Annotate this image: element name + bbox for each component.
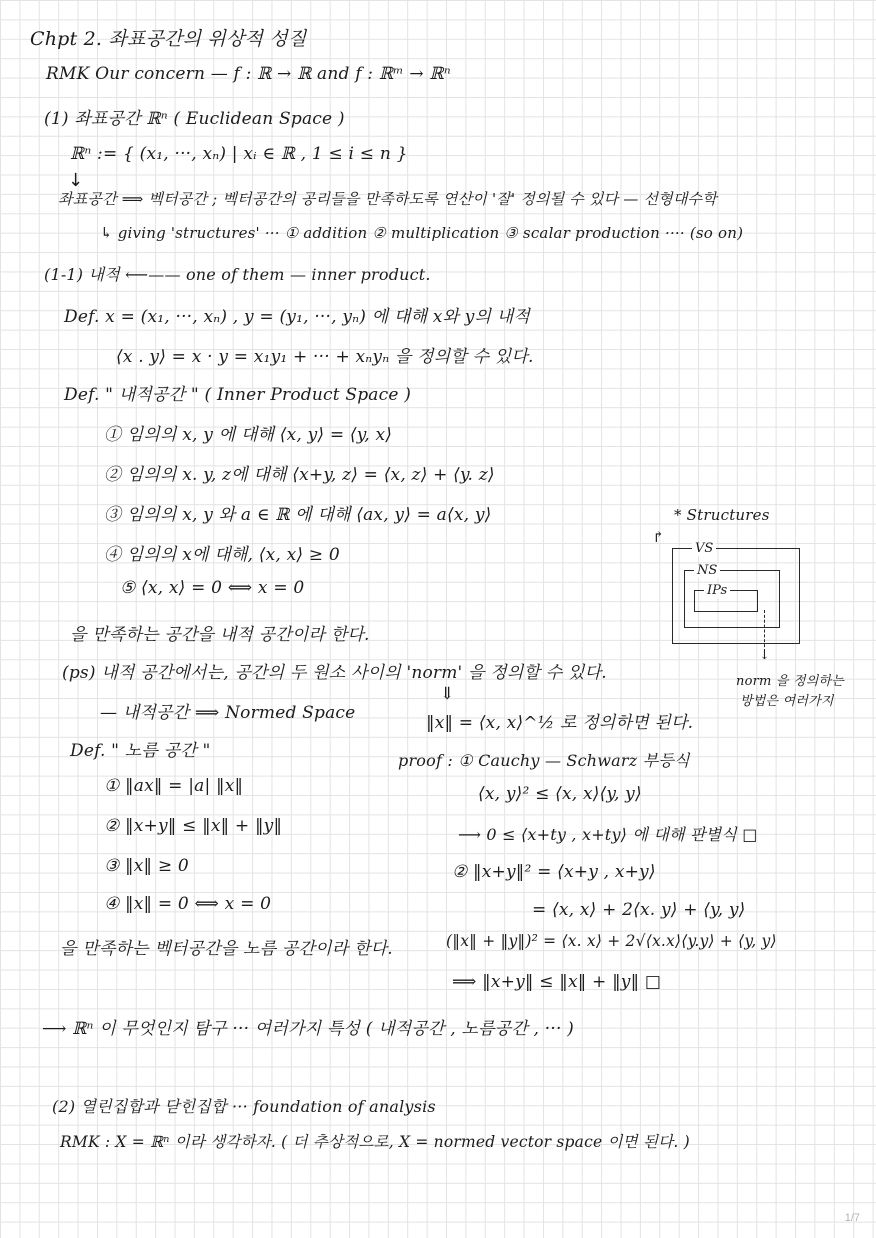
coordinate-to-vector-space: 좌표공간 ⟹ 벡터공간 ; 벡터공간의 공리들을 만족하도록 연산이 '잘' 정의될 수 있다 — 선형대수학 <box>58 190 717 208</box>
norm-axiom-3: ③ ‖x‖ ≥ 0 <box>104 856 189 876</box>
ip-axiom-2: ② 임의의 x. y, z에 대해 ⟨x+y, z⟩ = ⟨x, z⟩ + ⟨y. z⟩ <box>104 465 495 485</box>
def-inner-product-line2: ⟨x . y⟩ = x · y = x₁y₁ + ··· + xₙyₙ 을 정의할 수 있다. <box>116 347 534 367</box>
page-number: 1/7 <box>844 1212 860 1224</box>
rn-definition: ℝⁿ := { (x₁, ···, xₙ) | xᵢ ∈ ℝ , 1 ≤ i ≤ n } <box>70 144 408 164</box>
ps-down-arrow: ⇓ <box>440 684 455 704</box>
page-title: Chpt 2. 좌표공간의 위상적 성질 <box>30 28 307 50</box>
proof-cauchy-schwarz: proof : ① Cauchy — Schwarz 부등식 <box>398 751 690 770</box>
down-arrow-icon: ↓ <box>68 170 84 191</box>
section-inner-product: (1-1) 내적 ⟵—— one of them — inner product. <box>44 265 431 284</box>
norm-axiom-2: ② ‖x+y‖ ≤ ‖x‖ + ‖y‖ <box>104 816 283 836</box>
proof-triangle-conclusion: ⟹ ‖x+y‖ ≤ ‖x‖ + ‖y‖ □ <box>452 972 662 992</box>
down-arrow-icon: ↓ <box>759 648 771 663</box>
diagram-note-line1: norm 을 정의하는 <box>736 674 844 689</box>
ip-axiom-5: ⑤ ⟨x, x⟩ = 0 ⟺ x = 0 <box>120 578 305 598</box>
proof-cs-inequality: ⟨x, y⟩² ≤ ⟨x, x⟩⟨y, y⟩ <box>478 784 642 804</box>
section-open-closed-sets: (2) 열린집합과 닫힌집합 ··· foundation of analysis <box>52 1097 436 1116</box>
def-normed-space-title: Def. " 노름 공간 " <box>70 741 211 761</box>
norm-axiom-4: ④ ‖x‖ = 0 ⟺ x = 0 <box>104 894 272 914</box>
structures-list: ↳ giving 'structures' ··· ① addition ② multiplication ③ scalar production ···· (so on) <box>100 224 744 242</box>
ip-axiom-4: ④ 임의의 x에 대해, ⟨x, x⟩ ≥ 0 <box>104 545 340 565</box>
rn-summary: ⟶ ℝⁿ 이 무엇인지 탐구 ··· 여러가지 특성 ( 내적공간 , 노름공간 , ··· ) <box>42 1019 574 1039</box>
remark-x-equals-rn: RMK : X = ℝⁿ 이라 생각하자. ( 더 추상적으로, X = normed vector space 이면 된다. ) <box>60 1133 690 1151</box>
diagram-title: * Structures <box>674 506 770 524</box>
norm-definition: ‖x‖ = ⟨x, x⟩^½ 로 정의하면 된다. <box>426 713 694 733</box>
diagram-note-line2: 방법은 여러가지 <box>740 694 834 709</box>
vs-label: VS <box>692 542 716 556</box>
ip-to-normed-space: — 내적공간 ⟹ Normed Space <box>100 703 356 723</box>
proof-triangle-step1: ② ‖x+y‖² = ⟨x+y , x+y⟩ <box>452 862 656 882</box>
ip-axiom-1: ① 임의의 x, y 에 대해 ⟨x, y⟩ = ⟨y, x⟩ <box>104 425 393 445</box>
norm-dashed-line <box>764 610 765 652</box>
hook-arrow-icon: ↱ <box>652 528 665 546</box>
ips-label: IPs <box>704 584 730 598</box>
section-coordinate-space: (1) 좌표공간 ℝⁿ ( Euclidean Space ) <box>44 109 345 129</box>
norm-axiom-1: ① ‖ax‖ = |a| ‖x‖ <box>104 776 244 796</box>
ps-norm-note: (ps) 내적 공간에서는, 공간의 두 원소 사이의 'norm' 을 정의할 수 있다. <box>62 663 607 683</box>
ip-axiom-3: ③ 임의의 x, y 와 a ∈ ℝ 에 대해 ⟨ax, y⟩ = a⟨x, y⟩ <box>104 505 492 525</box>
proof-triangle-step2: = ⟨x, x⟩ + 2⟨x. y⟩ + ⟨y, y⟩ <box>532 900 746 920</box>
ns-conclusion: 을 만족하는 벡터공간을 노름 공간이라 한다. <box>60 939 393 959</box>
proof-discriminant: ⟶ 0 ≤ ⟨x+ty , x+ty⟩ 에 대해 판별식 □ <box>458 825 758 844</box>
def-inner-product-space-title: Def. " 내적공간 " ( Inner Product Space ) <box>64 385 412 405</box>
def-inner-product-line1: Def. x = (x₁, ···, xₙ) , y = (y₁, ···, yₙ) 에 대해 x와 y의 내적 <box>64 307 531 327</box>
proof-triangle-step3: (‖x‖ + ‖y‖)² = ⟨x. x⟩ + 2√⟨x.x⟩⟨y.y⟩ + ⟨y, y⟩ <box>446 932 777 950</box>
remark-our-concern: RMK Our concern — f : ℝ → ℝ and f : ℝᵐ → ℝⁿ <box>46 64 451 84</box>
ns-label: NS <box>694 564 720 578</box>
ip-conclusion: 을 만족하는 공간을 내적 공간이라 한다. <box>70 625 370 645</box>
